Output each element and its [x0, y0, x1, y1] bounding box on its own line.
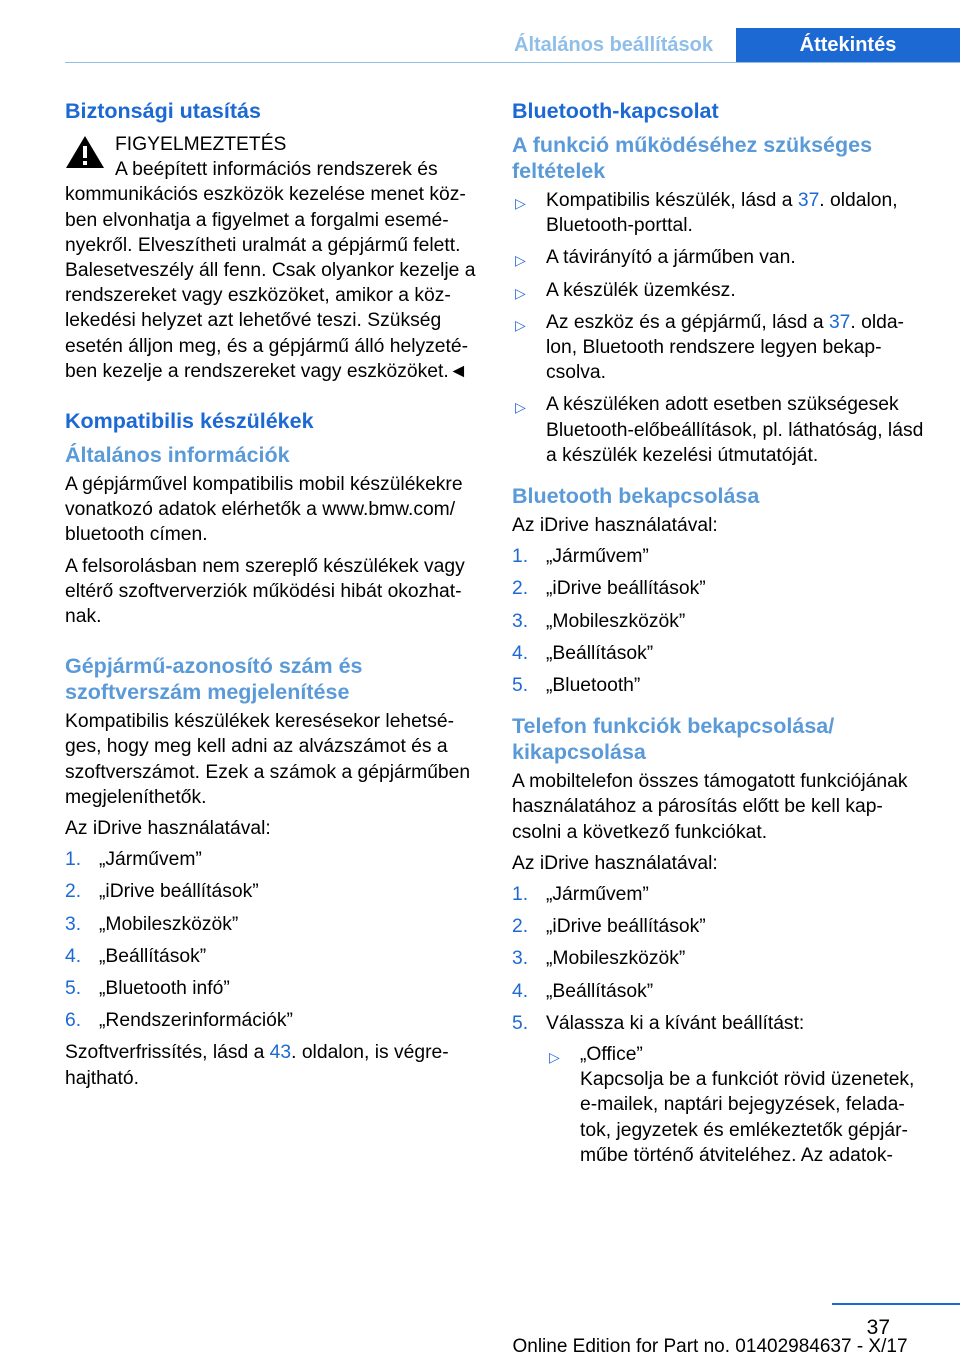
list-item: 2. „iDrive beállítások”	[512, 916, 706, 938]
compat-heading: Kompatibilis készülékek	[65, 409, 314, 434]
list-item: 1. „Járművem”	[512, 546, 649, 568]
right-column	[512, 98, 932, 1175]
update-paragraph: Szoftverfrissítés, lásd a 43. oldalon, is végre-hajtható.	[65, 1042, 449, 1089]
triangle-bullet-icon: ▷	[515, 399, 526, 416]
general-paragraph-1: A gépjárművel kompatibilis mobil készülékekre vonatkozó adatok elérhetők a www.bmw.com/ bluetooth címen.	[65, 474, 463, 546]
list-item: ▷ A készülék üzemkész.	[512, 278, 932, 303]
list-item: ▷ A készüléken adott esetben szükségesek Bluetooth-előbeállítások, pl. láthatóság, lásd a készülék kezelési útmutatóját.	[515, 394, 924, 466]
bluetooth-heading: Bluetooth-kapcsolat	[512, 99, 719, 123]
triangle-bullet-icon: ▷	[515, 195, 526, 211]
list-item: ▷ A távirányító a járműben van.	[512, 245, 932, 270]
page-link-37[interactable]: 37	[797, 190, 820, 211]
bluetooth-on-heading: Bluetooth bekapcsolása	[512, 484, 760, 509]
header-rule	[65, 62, 960, 63]
warning-block	[65, 132, 480, 384]
edition-text: Online Edition for Part no. 01402984637 - X/17	[512, 1336, 908, 1357]
settings-sublist	[546, 1042, 932, 1168]
page-link-43[interactable]: 43	[269, 1042, 292, 1064]
list-item: 2. „iDrive beállítások”	[65, 881, 259, 903]
chapter-tab[interactable]: Általános beállítások	[514, 34, 713, 56]
triangle-bullet-icon: ▷	[515, 284, 526, 301]
list-item: 6. „Rendszerinformációk”	[65, 1010, 293, 1032]
triangle-bullet-icon: ▷	[515, 252, 526, 269]
list-item: 1. „Járművem”	[512, 884, 649, 906]
list-item: 3. „Mobileszközök”	[512, 948, 686, 970]
left-column	[65, 98, 480, 1097]
list-item: 5. „Bluetooth”	[512, 675, 641, 697]
footer-rule	[832, 1303, 960, 1305]
list-item: 5. „Bluetooth infó”	[65, 978, 230, 1000]
warning-text: kommunikációs eszközök kezelése menet köz-ben elvonhatja a figyelmet a forgalmi esemé-nyekről. Elveszítheti uralmát a gépjármű felett. Balesetveszély áll fenn. Csak olyankor kezelje a rendszereket vagy eszközöket, amikor a köz-lekedési helyzet azt lehetővé teszi. Szükség esetén álljon meg, és a gépjármű álló helyzeté-ben kezelje a rendszereket vagy eszközöket.◄	[65, 184, 476, 382]
general-heading: Általános információk	[65, 443, 290, 468]
page-header	[491, 28, 960, 62]
bluetooth-on-steps	[512, 544, 932, 698]
vin-steps	[65, 847, 480, 1033]
list-item: 3. „Mobileszközök”	[512, 610, 686, 632]
list-item: 2. „iDrive beállítások”	[512, 578, 706, 600]
list-item: ▷ „Office” Kapcsolja be a funkciót rövid üzenetek, e-mailek, naptári bejegyzések, felada-tok, jegyzetek és emlékeztetők gépjár-műbe történő átviteléhez. Az adatok-	[549, 1044, 915, 1166]
list-item: 5. Válassza ki a kívánt beállítást: ▷ „Office” Kapcsolja be a funkciót rövid üzenetek, e-mailek, naptári bejegyzések, felada-tok, jegyzetek és emlékeztetők gépjár-műbe történő átviteléhez. Az adatok-	[512, 1011, 932, 1168]
requirements-heading: A funkció működéséhez szükséges feltételek	[512, 133, 873, 183]
idrive-intro: Az iDrive használatával:	[65, 818, 271, 840]
list-item: 4. „Beállítások”	[65, 945, 207, 967]
section-tab[interactable]: Áttekintés	[736, 28, 960, 62]
list-item: ▷ Kompatibilis készülék, lásd a 37. oldalon, Bluetooth-porttal.	[515, 190, 898, 237]
warning-first-line: A beépített információs rendszerek és	[115, 159, 438, 181]
warning-icon	[65, 134, 105, 170]
vin-paragraph: Kompatibilis készülékek keresésekor lehetsé-ges, hogy meg kell adni az alvázszámot és a szoftverszámot. Ezek a számok a gépjárműben megjeleníthetők.	[65, 711, 471, 808]
phone-functions-heading: Telefon funkciók bekapcsolása/ kikapcsolása	[512, 714, 835, 765]
page-number: 37	[866, 1316, 890, 1339]
triangle-bullet-icon: ▷	[549, 1049, 560, 1066]
list-item: 1. „Járművem”	[65, 849, 202, 871]
list-item: 4. „Beállítások”	[512, 980, 654, 1002]
phone-functions-paragraph: A mobiltelefon összes támogatott funkciójának használatához a párosítás előtt be kell kap-csolni a következő funkciókat.	[512, 771, 908, 843]
list-item: ▷ Az eszköz és a gépjármű, lásd a 37. olda-lon, Bluetooth rendszere legyen bekap-csolva.	[515, 311, 904, 384]
phone-functions-intro: Az iDrive használatával:	[512, 852, 718, 874]
general-paragraph-2: A felsorolásban nem szereplő készülékek vagy eltérő szoftververziók működési hibát okozhat-nak.	[65, 555, 465, 628]
warning-title: FIGYELMEZTETÉS	[115, 134, 287, 155]
list-item: 4. „Beállítások”	[512, 642, 654, 664]
list-item: 3. „Mobileszközök”	[65, 913, 239, 935]
safety-heading: Biztonsági utasítás	[65, 99, 261, 123]
phone-functions-steps	[512, 882, 932, 1168]
triangle-bullet-icon: ▷	[515, 316, 526, 333]
bluetooth-on-intro: Az iDrive használatával:	[512, 515, 718, 537]
page-link-37[interactable]: 37	[828, 311, 851, 333]
requirements-list	[512, 188, 932, 468]
vin-heading: Gépjármű-azonosító szám és szoftverszám megjelenítése	[65, 654, 363, 705]
